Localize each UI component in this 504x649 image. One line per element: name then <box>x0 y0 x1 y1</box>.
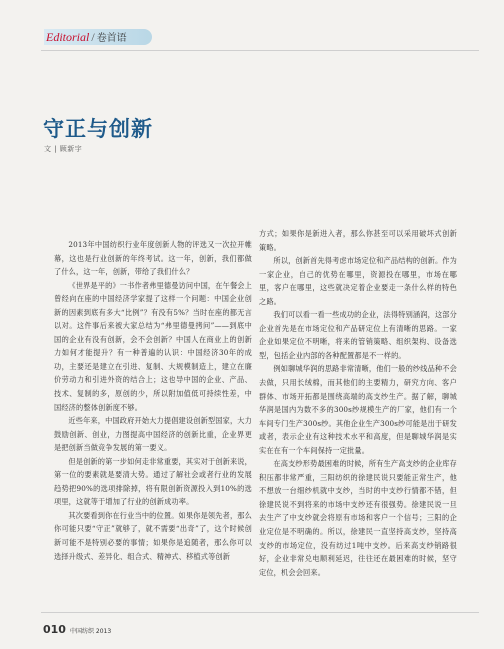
page-footer <box>43 618 111 637</box>
article-paragraph: 所以，创新首先得考虑市场定位和产品结构的创新。作为一家企业，自己的优势在哪里，资源投在哪里，市场在哪里，客户在哪里，这些就决定着企业要走一条什么样的特色之路。 <box>259 256 457 306</box>
page-number: 010 <box>43 623 66 636</box>
article-title: 守正与创新 <box>43 117 153 141</box>
article-paragraph: 《世界是平的》一书作者弗里德曼访问中国，在午餐会上曾经向在座的中国经济学家提了这样一个问题：中国企业创新的因素到底有多大“比例”？有没有5%？当时在座的都无言以对。这件事后来被大家总结为“弗里德曼拷问”——到底中国的企业有没有创新，会不会创新？中国人在商业上的创新力如何才能提升？有一种普遍的认识：中国经济30年的成功，主要还是建立在引进、复制、大规模制造上，建立在廉价劳动力和引进外资的结合上；这也导中国的企业、产品、技术、复制的多，原创的少，所以附加值低可持续性差，中国经济的整体创新度不够。 <box>54 280 252 412</box>
article-byline: 文 | 顾新宇 <box>44 145 83 153</box>
section-header <box>46 28 127 46</box>
article-paragraph: 近些年来，中国政府开始大力提倡建设创新型国家，大力鼓励创新、创业，力图提高中国经济的创新比重，企业界更是把创新当做竞争发展的第一要义。 <box>54 416 252 453</box>
article-paragraph: 我们可以看一看一些成功的企业，法得特别涵润，这部分企业首先是在市场定位和产品研定位上有清晰的思路。一家企业如果定位不明晰，将来的管销策略、组织架构、设备选型，包括企业内部的各种配置都是不一样的。 <box>259 310 457 360</box>
left-column <box>54 238 252 563</box>
header-divider <box>41 50 479 51</box>
article-paragraph: 其次要看到你在行业当中的位置。如果你是领先者，那么你可能只要“守正”就够了，就不需要“出奇”了，这个时候创新可能不是特别必要的事情；如果你是追随者，那么你可以选择升级式、差异化、组合式、精神式、移植式等创新 <box>54 510 252 561</box>
section-label-en: Editorial <box>46 30 90 44</box>
magazine-name: 中国纺织 2013 <box>69 628 112 635</box>
article-paragraph: 但是创新的第一步如何走非常重要，其实对于创新来说，第一位的要素就是要清大势。通过了解社会或者行业的发展趋势把90%的选项排除掉，将有限创新资源投入到10%的选项里，这就等于增加了行业的创新成功率。 <box>54 456 252 507</box>
section-label-cn: 卷首语 <box>96 33 127 44</box>
article-paragraph: 2013年中国纺织行业年度创新人物的评选又一次拉开帷幕，这也是行业创新的年终考试。这一年，创新，我们都做了什么，这一年，创新，带给了我们什么？ <box>54 240 252 277</box>
footer-divider <box>41 612 479 613</box>
article-paragraph: 在高支纱形势最困难的时候，所有生产高支纱的企业库存积压都非常严重，三阳纺织的徐建民说只要能正常生产，他不想放一台细纱机就中支纱，当时的中支纱行情都不错，但徐建民说不到将来的市场中支纱还有很强势。徐建民说一旦去生产了中支纱就会将原有市场和客户一个信号；三阳的企业定位是不明确的。所以，徐建民一直坚持高支纱，坚持高支纱的市场定位，没有纺过1吨中支纱。后来高支纱销路很好，企业非常兑电顺利延迟，往往还在最困难的时候，坚守定位，机会会回来。 <box>259 459 457 577</box>
article-paragraph: 例如聊城华润的思路非常清晰，他们一般的纱线品种不会去做，只用长绒棉，而其他们的主要精力，研究方向、客户群体、市场开拓都是围绕高端的高支纱生产。据了解，聊城华润是国内为数不多的300s纱规模生产的厂家，他们有一个车间专门生产300s纱。其他企业生产300s纱可能是出于研发或者，表示企业有这种技术水平和高度，但是聊城华润是实实在在有一个车间保持一定批量。 <box>259 364 457 455</box>
right-column <box>259 227 457 579</box>
article-paragraph: 方式；如果你是新进入者，那么你甚至可以采用破坏式创新策略。 <box>259 229 457 252</box>
section-separator: / <box>91 30 95 44</box>
